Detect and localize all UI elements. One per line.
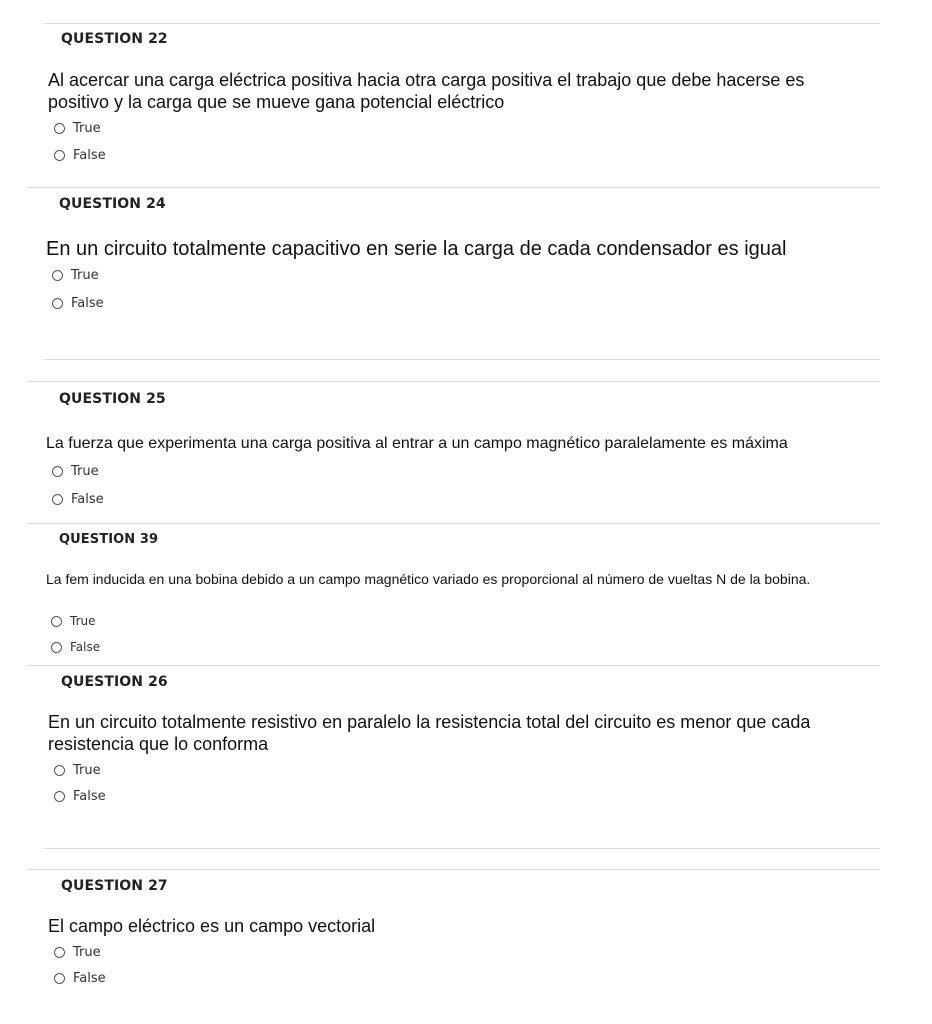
question-text: La fem inducida en una bobina debido a un campo magnético variado es proporcional al número de vueltas N de la bobina. bbox=[46, 571, 811, 587]
question-text: En un circuito totalmente resistivo en paralelo la resistencia total del circuito es menor que cada resistencia que lo conforma bbox=[48, 712, 811, 754]
radio-button[interactable] bbox=[54, 123, 65, 134]
option-label: False bbox=[73, 971, 106, 986]
option-label: True bbox=[73, 763, 101, 778]
radio-button[interactable] bbox=[54, 150, 65, 161]
divider bbox=[44, 848, 880, 849]
question-title: QUESTION 26 bbox=[61, 674, 168, 690]
option-label: True bbox=[73, 121, 101, 136]
option-true[interactable] bbox=[54, 763, 101, 778]
option-label: False bbox=[73, 148, 106, 163]
option-false[interactable] bbox=[54, 148, 106, 163]
option-false[interactable] bbox=[52, 492, 104, 507]
divider bbox=[27, 665, 880, 666]
radio-button[interactable] bbox=[54, 973, 65, 984]
option-label: False bbox=[73, 789, 106, 804]
radio-button[interactable] bbox=[52, 270, 63, 281]
question-text: La fuerza que experimenta una carga positiva al entrar a un campo magnético paralelamente es máxima bbox=[46, 435, 788, 452]
radio-button[interactable] bbox=[52, 494, 63, 505]
option-label: True bbox=[71, 464, 99, 479]
divider bbox=[27, 869, 880, 870]
option-label: True bbox=[73, 945, 101, 960]
option-false[interactable] bbox=[51, 640, 100, 654]
question-title: QUESTION 39 bbox=[59, 532, 159, 547]
option-false[interactable] bbox=[54, 789, 106, 804]
radio-button[interactable] bbox=[54, 947, 65, 958]
divider bbox=[27, 187, 880, 188]
divider bbox=[44, 359, 880, 360]
radio-button[interactable] bbox=[51, 616, 62, 627]
option-true[interactable] bbox=[51, 614, 96, 628]
question-text: Al acercar una carga eléctrica positiva hacia otra carga positiva el trabajo que debe hacerse es positivo y la carga que se mueve gana potencial eléctrico bbox=[48, 70, 805, 112]
option-true[interactable] bbox=[54, 121, 101, 136]
divider bbox=[44, 23, 880, 24]
option-false[interactable] bbox=[54, 971, 106, 986]
question-title: QUESTION 24 bbox=[59, 196, 166, 212]
option-false[interactable] bbox=[52, 296, 104, 311]
question-title: QUESTION 25 bbox=[59, 391, 166, 407]
option-true[interactable] bbox=[52, 464, 99, 479]
option-label: False bbox=[71, 296, 104, 311]
radio-button[interactable] bbox=[54, 765, 65, 776]
option-label: True bbox=[71, 268, 99, 283]
question-title: QUESTION 22 bbox=[61, 31, 168, 47]
radio-button[interactable] bbox=[52, 466, 63, 477]
option-label: True bbox=[70, 614, 96, 628]
option-label: False bbox=[70, 640, 101, 654]
option-true[interactable] bbox=[52, 268, 99, 283]
radio-button[interactable] bbox=[52, 298, 63, 309]
question-text: El campo eléctrico es un campo vectorial bbox=[48, 916, 376, 936]
option-label: False bbox=[71, 492, 104, 507]
radio-button[interactable] bbox=[51, 642, 62, 653]
divider bbox=[27, 381, 880, 382]
option-true[interactable] bbox=[54, 945, 101, 960]
question-title: QUESTION 27 bbox=[61, 878, 168, 894]
question-text: En un circuito totalmente capacitivo en serie la carga de cada condensador es igual bbox=[46, 238, 787, 260]
divider bbox=[27, 523, 880, 524]
radio-button[interactable] bbox=[54, 791, 65, 802]
